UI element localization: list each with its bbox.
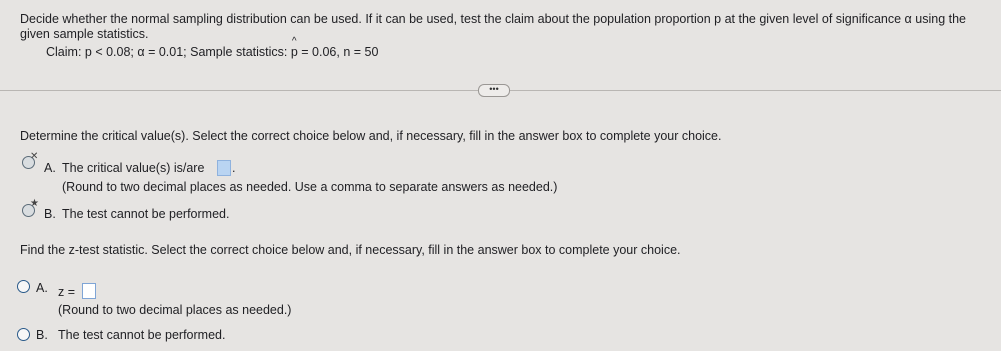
claim-suffix: = 0.06, n = 50 xyxy=(297,45,379,59)
part1-option-a-letter: A. xyxy=(44,161,56,175)
part2-option-b-letter: B. xyxy=(36,328,48,342)
part1-option-b-label: The test cannot be performed. xyxy=(62,207,230,221)
part2-option-a-label: z = xyxy=(58,285,76,299)
part1-option-b-letter: B. xyxy=(44,207,56,221)
part2-option-a-radio[interactable] xyxy=(17,280,30,293)
part1-option-a-label: The critical value(s) is/are xyxy=(62,161,205,175)
claim-prefix: Claim: p < 0.08; α = 0.01; Sample statistics: xyxy=(46,45,291,59)
part2-option-b-label: The test cannot be performed. xyxy=(58,328,226,342)
part2-option-a-letter: A. xyxy=(36,281,48,295)
expand-more-button[interactable]: ••• xyxy=(478,84,510,97)
incorrect-x-icon: ✕ xyxy=(30,151,39,162)
claim-line xyxy=(46,36,379,59)
part1-prompt: Determine the critical value(s). Select the correct choice below and, if necessary, fill in the answer box to complete your choice. xyxy=(20,129,722,143)
part2-option-a-note: (Round to two decimal places as needed.) xyxy=(58,303,292,317)
part2-option-b-radio[interactable] xyxy=(17,328,30,341)
question-text-line1: Decide whether the normal sampling distribution can be used. If it can be used, test the claim about the population proportion p at the given level of significance α using the xyxy=(20,12,966,26)
part2-prompt: Find the z-test statistic. Select the correct choice below and, if necessary, fill in the answer box to complete your choice. xyxy=(20,243,681,257)
section-divider xyxy=(0,84,1001,96)
part1-option-a-note: (Round to two decimal places as needed. Use a comma to separate answers as needed.) xyxy=(62,180,558,194)
correct-star-icon: ★ xyxy=(30,198,39,209)
critical-value-answer-box[interactable] xyxy=(217,159,231,177)
z-statistic-answer-box[interactable] xyxy=(82,282,96,300)
p-hat-symbol: ^ p xyxy=(290,36,298,59)
question-text-line2: given sample statistics. xyxy=(20,27,149,41)
